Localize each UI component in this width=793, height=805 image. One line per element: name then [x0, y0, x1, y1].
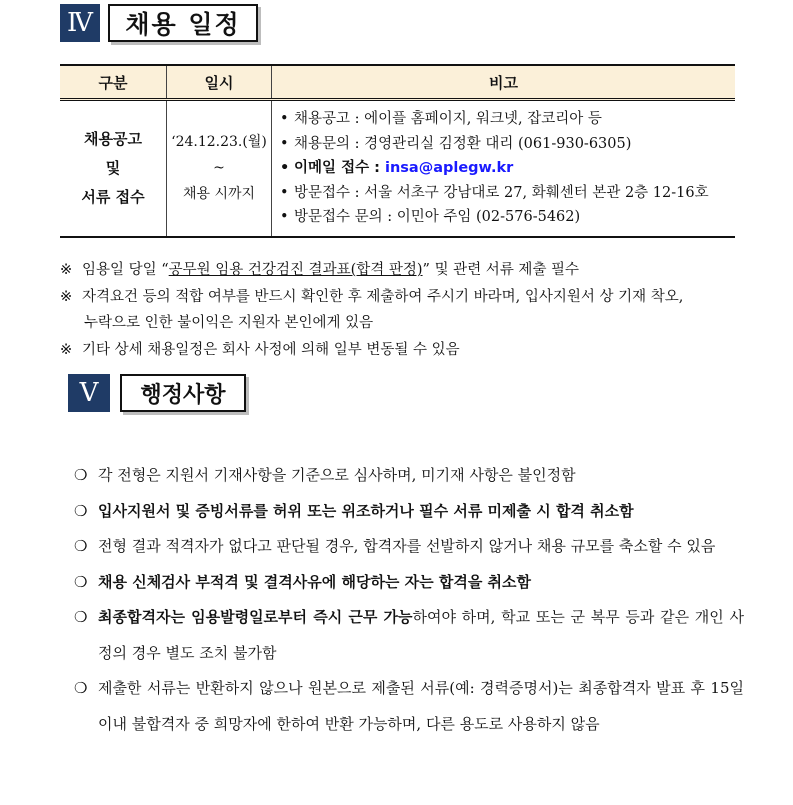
section-5-numeral: Ⅴ [68, 374, 110, 412]
header-date: 일시 [167, 65, 272, 100]
email-label: 이메일 접수 : [294, 160, 385, 176]
notes-cell [272, 100, 736, 237]
notes-list [280, 107, 735, 230]
admin-text-bold: 최종합격자는 임용발령일로부터 즉시 근무 가능 [98, 608, 413, 626]
note-text: 방문접수 : 서울 서초구 강남대로 27, 화훼센터 본관 2층 12-16호 [294, 184, 709, 201]
note-marker: ※ [60, 262, 73, 278]
admin-text-rest: 하여야 하며, 학교 또는 군 복무 등과 같은 개인 사정의 경우 별도 조치 불가함 [98, 608, 744, 662]
date-tilde: ~ [213, 160, 225, 177]
category-line: 및 [105, 158, 121, 177]
admin-text: 각 전형은 지원서 기재사항을 기준으로 심사하며, 미기재 사항은 불인정함 [98, 466, 576, 484]
circle-bullet-icon: ❍ [74, 572, 88, 591]
note-item: • 방문접수 문의 : 이민아 주임 (02-576-5462) [280, 209, 581, 225]
admin-item [74, 494, 744, 530]
section-4-header [60, 4, 258, 42]
category-cell [60, 100, 167, 237]
reference-note-continued: 누락으로 인한 불이익은 지원자 본인에게 있음 [84, 315, 374, 331]
reference-note [60, 284, 750, 311]
section-4-numeral: Ⅳ [60, 4, 100, 42]
note-marker: ※ [60, 288, 73, 305]
section-4-title: 채용 일정 [108, 4, 258, 42]
note-item-email: • 이메일 접수 : insa@aplegw.kr [280, 160, 514, 176]
schedule-table [60, 64, 735, 238]
circle-bullet-icon: ❍ [74, 679, 88, 697]
category-line: 서류 접수 [81, 187, 145, 206]
reference-note [60, 257, 750, 284]
note-item: • 채용문의 : 경영관리실 김정환 대리 (061-930-6305) [280, 135, 632, 152]
note-text: 방문접수 문의 : 이민아 주임 (02-576-5462) [294, 209, 581, 225]
admin-list [74, 458, 744, 742]
admin-item [74, 671, 744, 742]
note-item: • 채용공고 : 에이플 홈페이지, 워크넷, 잡코리아 등 [280, 111, 602, 127]
date-start: ‘24.12.23.(월) [171, 134, 267, 151]
section-5-title: 행정사항 [120, 374, 246, 412]
admin-text: 제출한 서류는 반환하지 않으나 원본으로 제출된 서류(예: 경력증명서)는 최종합격자 발표 후 15일 이내 불합격자 중 희망자에 한하여 반환 가능하며, 다른 용도로 사용하지 않음 [98, 679, 744, 733]
note-text: ” 및 관련 서류 제출 필수 [422, 262, 580, 278]
note-marker: ※ [60, 341, 73, 358]
note-text: 자격요건 등의 적합 여부를 반드시 확인한 후 제출하여 주시기 바라며, 입사지원서 상 기재 착오, [82, 288, 684, 305]
note-text: 임용일 당일 “ [82, 262, 169, 278]
admin-item [74, 458, 744, 494]
circle-bullet-icon: ❍ [74, 608, 88, 626]
admin-item [74, 600, 744, 671]
note-text: 채용공고 : 에이플 홈페이지, 워크넷, 잡코리아 등 [294, 111, 602, 127]
admin-text: 채용 신체검사 부적격 및 결격사유에 해당하는 자는 합격을 취소함 [98, 572, 532, 591]
reference-note [60, 337, 750, 364]
circle-bullet-icon: ❍ [74, 537, 88, 555]
note-text: 기타 상세 채용일정은 회사 사정에 의해 일부 변동될 수 있음 [82, 341, 460, 358]
table-row [60, 100, 735, 237]
reference-notes [60, 257, 750, 363]
admin-item [74, 529, 744, 565]
note-text: 채용문의 : 경영관리실 김정환 대리 (061-930-6305) [294, 135, 632, 152]
admin-text: 전형 결과 적격자가 없다고 판단될 경우, 합격자를 선발하지 않거나 채용 규모를 축소할 수 있음 [98, 537, 716, 555]
date-end: 채용 시까지 [182, 186, 256, 203]
table-header-row [60, 65, 735, 100]
header-category: 구분 [60, 65, 167, 100]
circle-bullet-icon: ❍ [74, 466, 88, 484]
section-5-header [68, 374, 246, 412]
header-notes: 비고 [272, 65, 736, 100]
category-line: 채용공고 [84, 129, 142, 148]
note-item: • 방문접수 : 서울 서초구 강남대로 27, 화훼센터 본관 2층 12-16호 [280, 184, 709, 201]
admin-text [98, 600, 744, 671]
admin-item [74, 565, 744, 601]
note-underlined: 공무원 임용 건강검진 결과표(합격 판정) [168, 262, 423, 278]
admin-text: 입사지원서 및 증빙서류를 허위 또는 위조하거나 필수 서류 미제출 시 합격 취소함 [98, 501, 634, 520]
circle-bullet-icon: ❍ [74, 501, 88, 520]
email-address: insa@aplegw.kr [384, 160, 514, 176]
date-cell [167, 100, 272, 237]
